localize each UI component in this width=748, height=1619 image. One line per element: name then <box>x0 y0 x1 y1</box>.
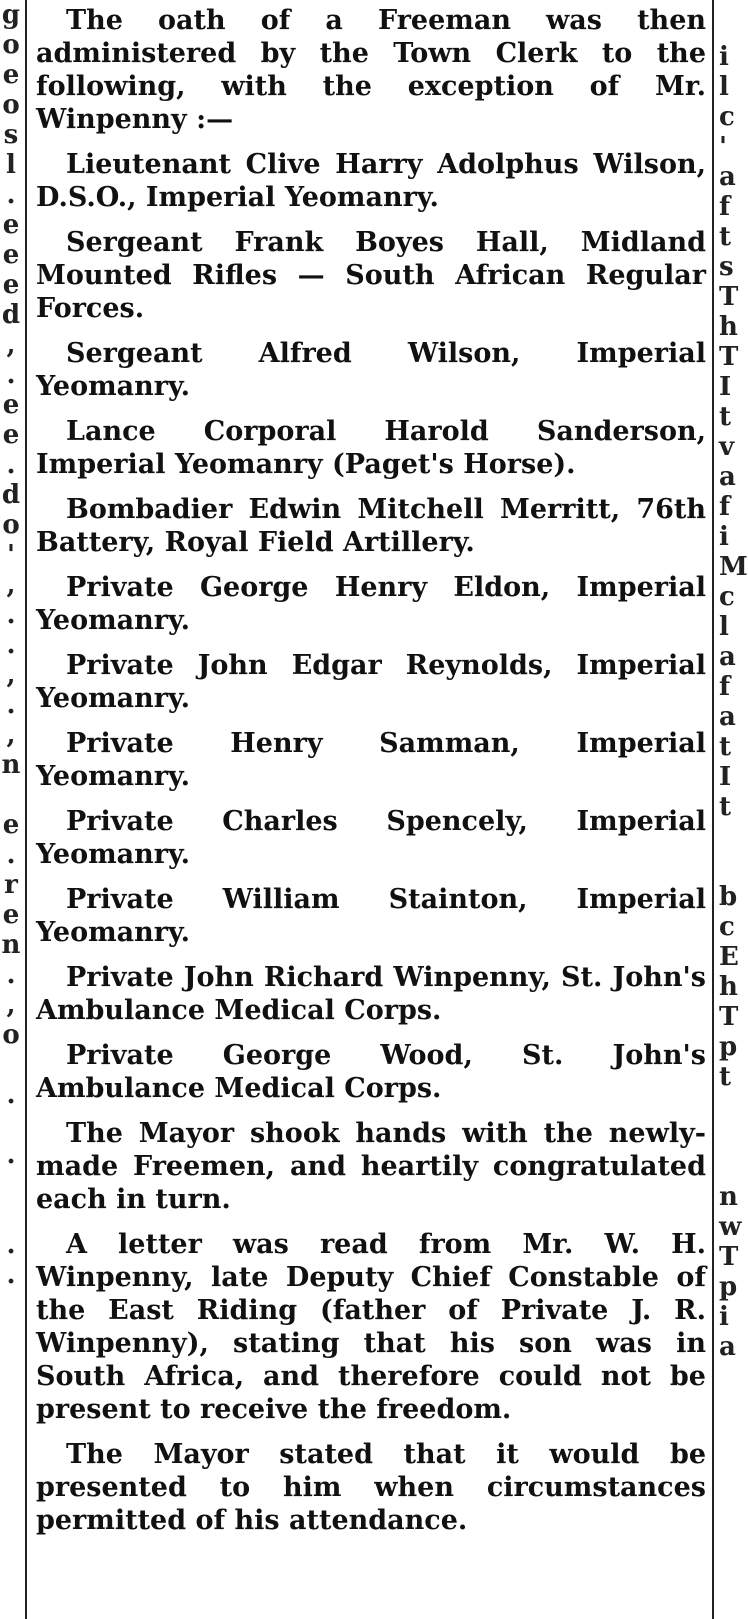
freeman-list-item: Sergeant Frank Boyes Hall, Midland Mounted Rifles — South African Regular Forces. <box>36 227 706 324</box>
freeman-list-item: Private John Edgar Reynolds, Imperial Yeomanry. <box>36 650 706 714</box>
freeman-list-item: Bombadier Edwin Mitchell Merritt, 76th Battery, Royal Field Artillery. <box>36 494 706 558</box>
right-column-rule <box>712 0 714 1619</box>
article-paragraph: The oath of a Freeman was then administered by the Town Clerk to the following, with the exception of Mr. Winpenny :— <box>36 5 706 135</box>
article-paragraph: The Mayor stated that it would be presented to him when circumstances permitted of his attendance. <box>36 1439 706 1536</box>
article-paragraph: The Mayor shook hands with the newly-made Freemen, and heartily congratulated each in turn. <box>36 1118 706 1215</box>
left-column-fragment: g o e o s l . e e e d , . e e . d o ' , . . , . , n e . r e n . , o . . . . <box>1 0 21 1290</box>
article-column <box>36 4 706 1549</box>
freeman-list-item: Private John Richard Winpenny, St. John's Ambulance Medical Corps. <box>36 962 706 1026</box>
freeman-list-item: Private Charles Spencely, Imperial Yeomanry. <box>36 806 706 870</box>
freeman-list-item: Private George Wood, St. John's Ambulance Medical Corps. <box>36 1040 706 1104</box>
freeman-list-item: Sergeant Alfred Wilson, Imperial Yeomanry. <box>36 338 706 402</box>
freeman-list-item: Lance Corporal Harold Sanderson, Imperial Yeomanry (Paget's Horse). <box>36 416 706 480</box>
freeman-list-item: Private George Henry Eldon, Imperial Yeomanry. <box>36 572 706 636</box>
article-paragraph: A letter was read from Mr. W. H. Winpenny, late Deputy Chief Constable of the East Riding (father of Private J. R. Winpenny), stating that his son was in South Africa, and therefore could not be present to receive the freedom. <box>36 1229 706 1425</box>
right-column-fragment: i l c ' a f t s T h T I t v a f i M c l a f a t I t b c E h T p t n w T p i a <box>719 42 748 1362</box>
freeman-list-item: Private Henry Samman, Imperial Yeomanry. <box>36 728 706 792</box>
left-column-rule <box>25 0 27 1619</box>
freeman-list-item: Lieutenant Clive Harry Adolphus Wilson, D.S.O., Imperial Yeomanry. <box>36 149 706 213</box>
freeman-list-item: Private William Stainton, Imperial Yeomanry. <box>36 884 706 948</box>
